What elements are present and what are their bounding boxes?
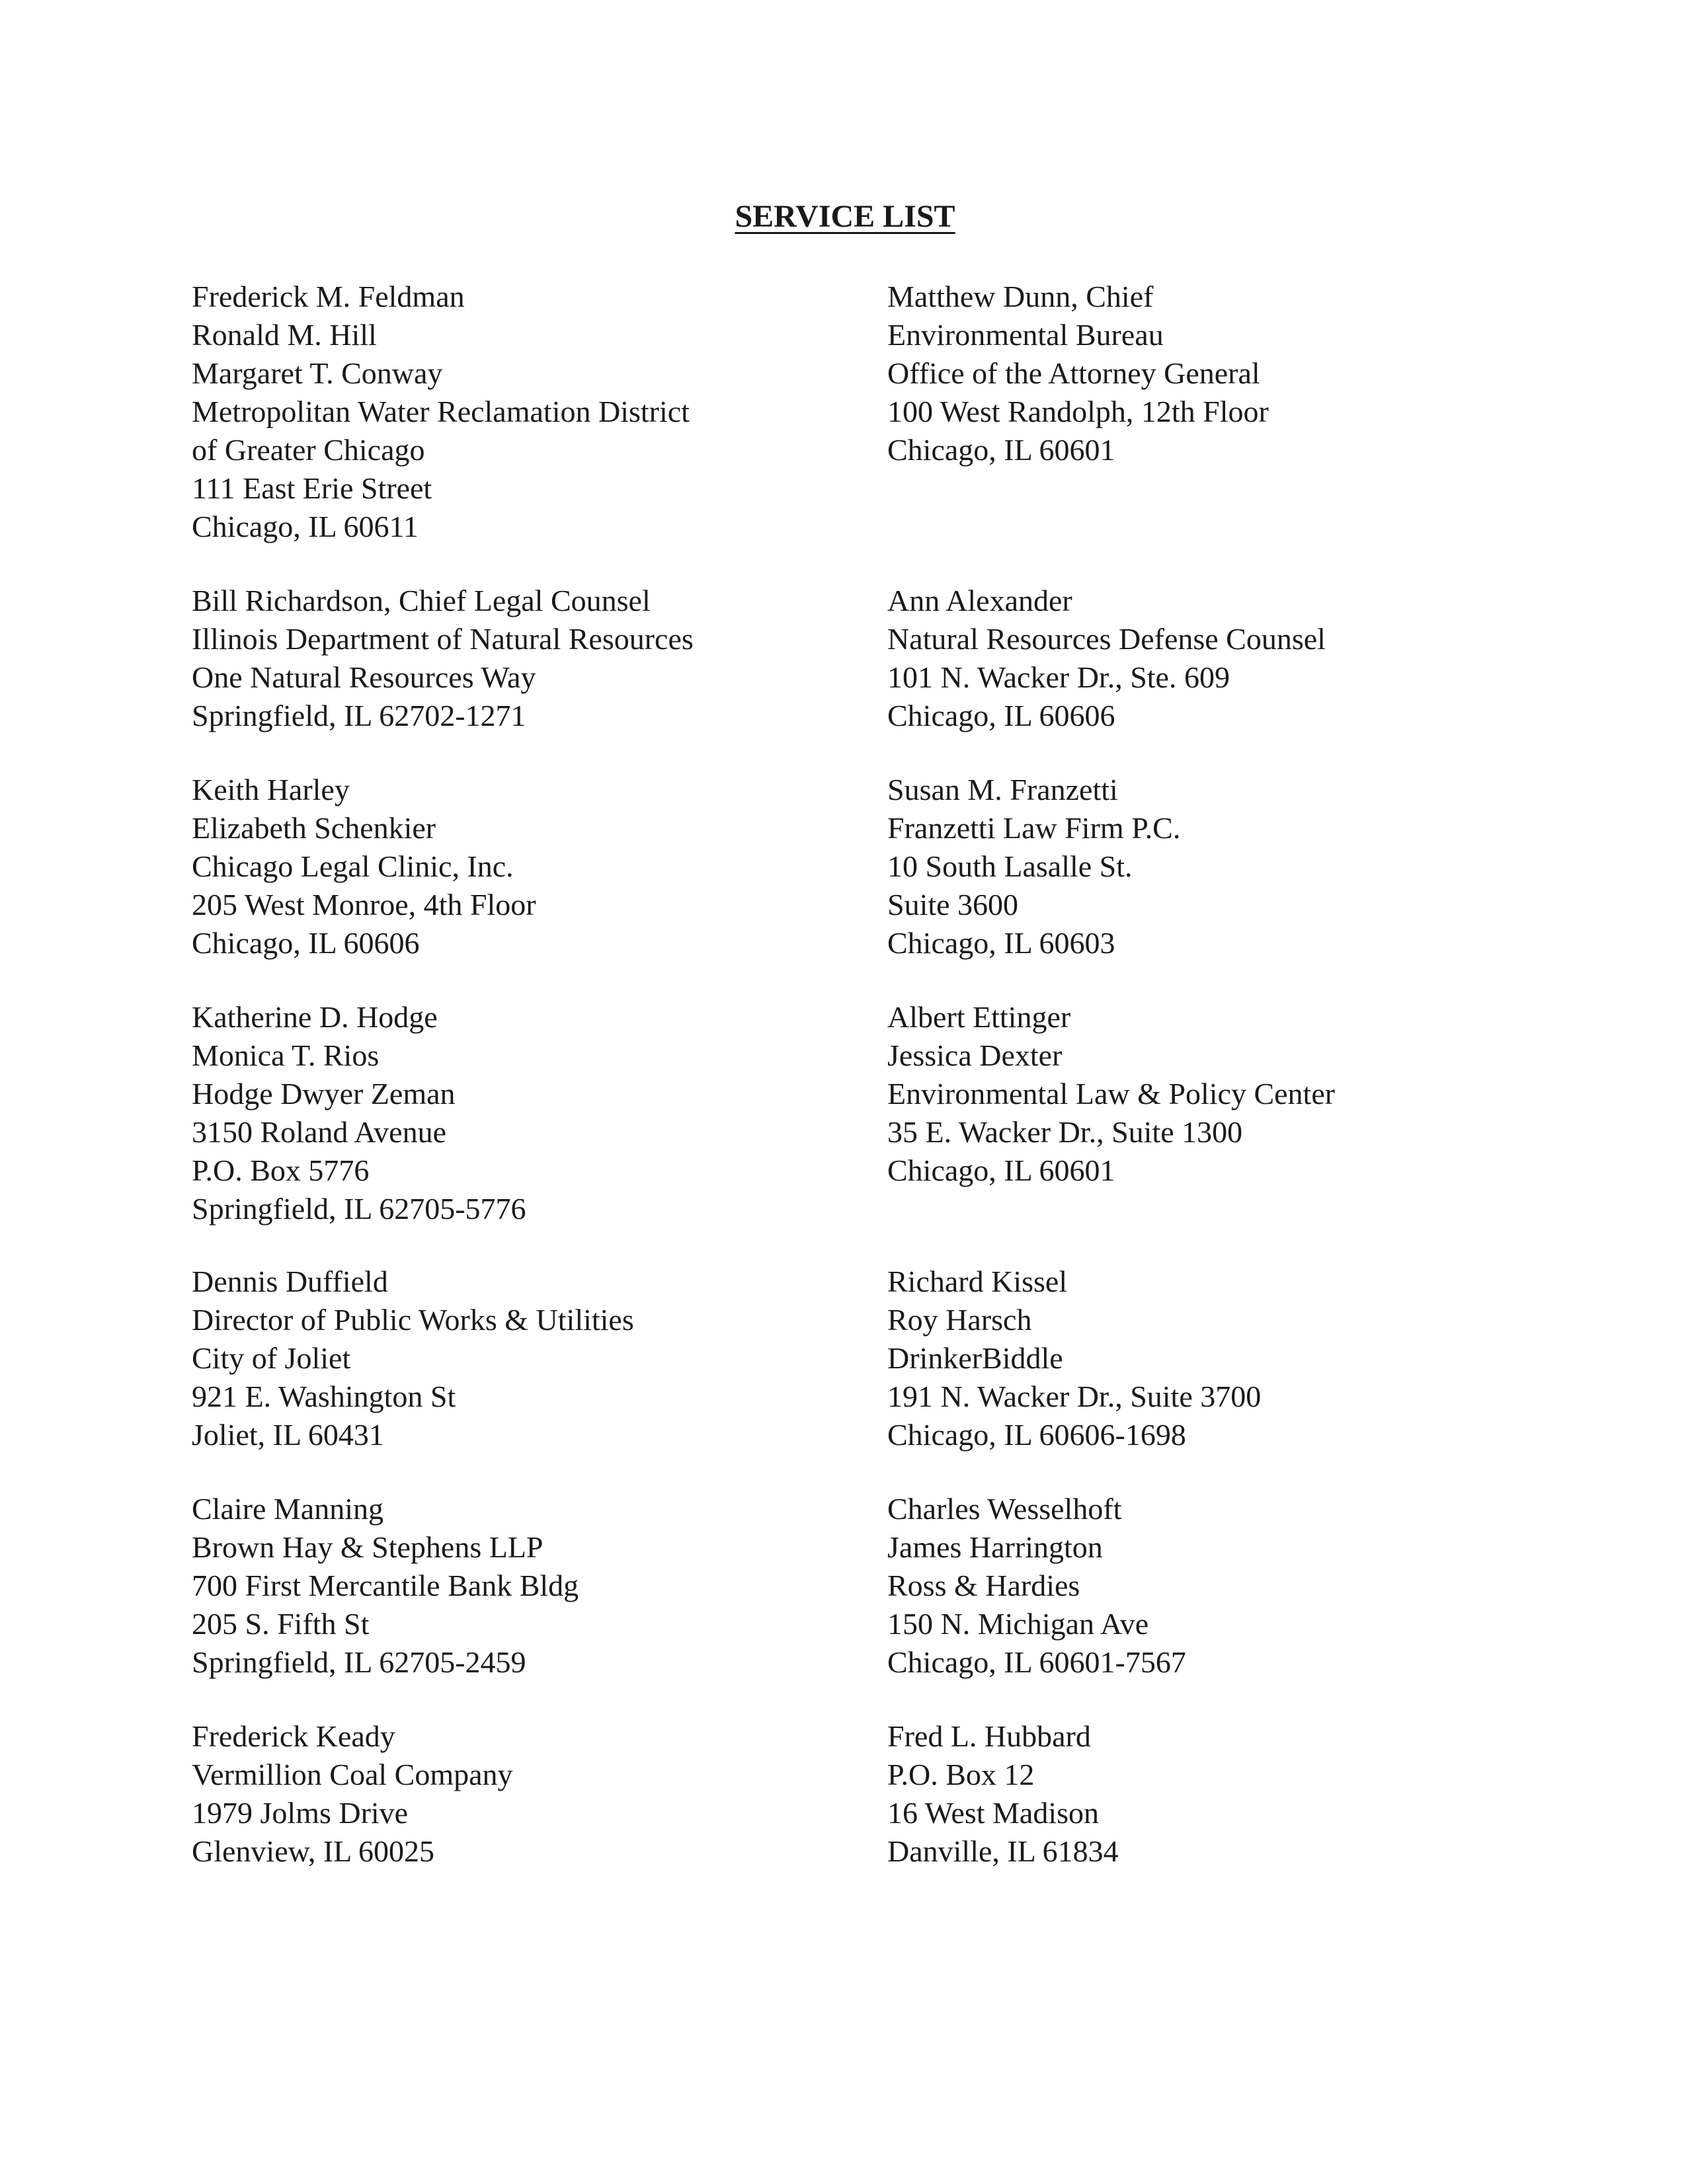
entry-line: Vermillion Coal Company	[192, 1758, 513, 1791]
entry-line: Frederick M. Feldman	[192, 280, 465, 313]
entry-line: Matthew Dunn, Chief	[887, 280, 1154, 313]
entry-line: 111 East Erie Street	[192, 471, 432, 505]
entry-line: Charles Wesselhoft	[887, 1492, 1122, 1526]
entry-line: James Harrington	[887, 1530, 1103, 1564]
entry-line: 3150 Roland Avenue	[192, 1115, 446, 1149]
entry-line: Susan M. Franzetti	[887, 773, 1118, 806]
entry-line: Hodge Dwyer Zeman	[192, 1077, 456, 1111]
entry-line: 101 N. Wacker Dr., Ste. 609	[887, 660, 1230, 694]
entry-line: DrinkerBiddle	[887, 1341, 1063, 1375]
entry-line: Jessica Dexter	[887, 1038, 1063, 1072]
entry-line: Ann Alexander	[887, 584, 1072, 617]
entry-line: Margaret T. Conway	[192, 356, 443, 390]
entry-line: 10 South Lasalle St.	[887, 849, 1133, 883]
entry-line: 205 West Monroe, 4th Floor	[192, 888, 536, 921]
entry-line: P.O. Box 12	[887, 1758, 1035, 1791]
entry-line: Director of Public Works & Utilities	[192, 1303, 634, 1337]
entry-line: Chicago, IL 60601	[887, 433, 1115, 467]
service-entry-richardson	[192, 582, 853, 735]
entry-line: Albert Ettinger	[887, 1000, 1071, 1034]
service-entry-feldman	[192, 278, 853, 546]
page-title-text: SERVICE LIST	[735, 199, 955, 234]
entry-line: Chicago, IL 60606	[887, 699, 1115, 732]
page-title	[0, 196, 1690, 238]
entry-line: Franzetti Law Firm P.C.	[887, 811, 1181, 845]
entry-line: Chicago, IL 60601-7567	[887, 1645, 1186, 1679]
service-entry-kissel	[887, 1263, 1549, 1454]
entry-line: Ronald M. Hill	[192, 318, 377, 352]
entry-line: Chicago, IL 60603	[887, 926, 1115, 960]
service-entry-ettinger	[887, 998, 1549, 1190]
entry-line: 1979 Jolms Drive	[192, 1796, 409, 1830]
service-entry-wesselhoft	[887, 1490, 1549, 1682]
entry-line: Richard Kissel	[887, 1265, 1068, 1298]
entry-line: Metropolitan Water Reclamation District	[192, 395, 690, 428]
entry-line: of Greater Chicago	[192, 433, 425, 467]
entry-line: Fred L. Hubbard	[887, 1719, 1091, 1753]
entry-line: Chicago, IL 60601	[887, 1153, 1115, 1187]
entry-line: Springfield, IL 62705-2459	[192, 1645, 526, 1679]
entry-line: Chicago, IL 60611	[192, 510, 419, 543]
entry-line: 16 West Madison	[887, 1796, 1100, 1830]
entry-line: Chicago, IL 60606-1698	[887, 1418, 1186, 1452]
service-entry-alexander	[887, 582, 1549, 735]
service-entry-keady	[192, 1717, 853, 1871]
entry-line: Environmental Law & Policy Center	[887, 1077, 1336, 1111]
entry-line: Illinois Department of Natural Resources	[192, 622, 694, 656]
entry-line: Natural Resources Defense Counsel	[887, 622, 1326, 656]
entry-line: 921 E. Washington St	[192, 1380, 456, 1413]
service-entry-dunn	[887, 278, 1549, 469]
entry-line: 150 N. Michigan Ave	[887, 1607, 1149, 1641]
entry-line: Elizabeth Schenkier	[192, 811, 436, 845]
entry-line: 205 S. Fifth St	[192, 1607, 370, 1641]
entry-line: Dennis Duffield	[192, 1265, 388, 1298]
entry-line: Keith Harley	[192, 773, 350, 806]
entry-line: Danville, IL 61834	[887, 1834, 1119, 1868]
entry-line: Katherine D. Hodge	[192, 1000, 438, 1034]
entry-line: Bill Richardson, Chief Legal Counsel	[192, 584, 651, 617]
service-entry-manning	[192, 1490, 853, 1682]
entry-line: P.O. Box 5776	[192, 1153, 370, 1187]
entry-line: Monica T. Rios	[192, 1038, 380, 1072]
service-entry-harley	[192, 771, 853, 962]
entry-line: Springfield, IL 62705-5776	[192, 1192, 526, 1226]
service-entry-franzetti	[887, 771, 1549, 962]
entry-line: Office of the Attorney General	[887, 356, 1260, 390]
entry-line: Environmental Bureau	[887, 318, 1164, 352]
entry-line: Claire Manning	[192, 1492, 383, 1526]
service-entry-hodge	[192, 998, 853, 1228]
entry-line: 700 First Mercantile Bank Bldg	[192, 1569, 579, 1602]
entry-line: 100 West Randolph, 12th Floor	[887, 395, 1269, 428]
entry-line: Glenview, IL 60025	[192, 1834, 435, 1868]
service-entry-duffield	[192, 1263, 853, 1454]
service-entry-hubbard	[887, 1717, 1549, 1871]
entry-line: Suite 3600	[887, 888, 1019, 921]
entry-line: Brown Hay & Stephens LLP	[192, 1530, 543, 1564]
entry-line: Chicago Legal Clinic, Inc.	[192, 849, 514, 883]
entry-line: Joliet, IL 60431	[192, 1418, 384, 1452]
entry-line: One Natural Resources Way	[192, 660, 536, 694]
entry-line: Springfield, IL 62702-1271	[192, 699, 526, 732]
entry-line: Ross & Hardies	[887, 1569, 1080, 1602]
entry-line: 35 E. Wacker Dr., Suite 1300	[887, 1115, 1243, 1149]
entry-line: Chicago, IL 60606	[192, 926, 420, 960]
entry-line: Roy Harsch	[887, 1303, 1032, 1337]
entry-line: Frederick Keady	[192, 1719, 395, 1753]
entry-line: City of Joliet	[192, 1341, 351, 1375]
entry-line: 191 N. Wacker Dr., Suite 3700	[887, 1380, 1262, 1413]
